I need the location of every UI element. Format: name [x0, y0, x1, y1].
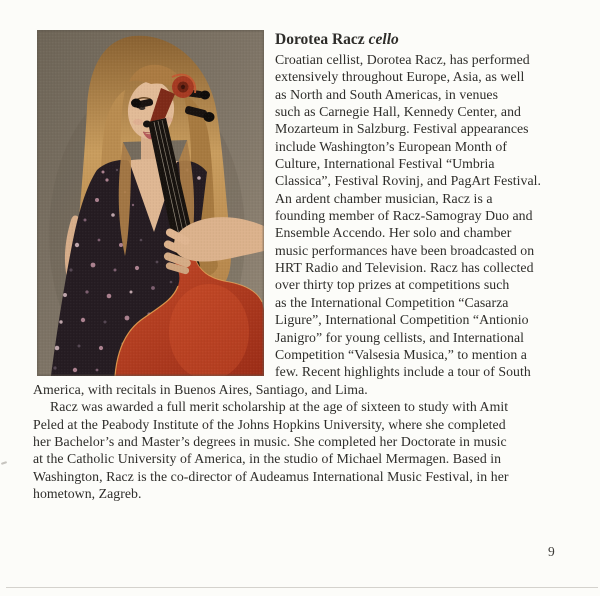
bio-line: Classica”, Festival Rovinj, and PagArt Festival.	[275, 173, 542, 189]
bio-line: An ardent chamber musician, Racz is a	[275, 190, 493, 206]
bio-line: her Bachelor’s and Master’s degrees in music. She completed her Doctorate in music	[33, 434, 507, 450]
bio-line: Competition “Valsesia Musica,” to mention a	[275, 346, 527, 362]
portrait-photo-graphic	[37, 30, 264, 376]
bio-full-text	[33, 381, 509, 502]
bio-line: Washington, Racz is the co-director of Audeamus International Music Festival, in her	[33, 468, 509, 484]
bio-line: Mozarteum in Salzburg. Festival appearances	[275, 121, 529, 137]
bio-line: Ligure”, International Competition “Antionio	[275, 312, 529, 328]
bio-line: extensively throughout Europe, Asia, as well	[275, 69, 525, 85]
bio-line: few. Recent highlights include a tour of South	[275, 364, 531, 380]
scan-artifact-bottom-line	[6, 587, 598, 588]
bio-line: such as Carnegie Hall, Kennedy Center, and	[275, 104, 521, 120]
bio-column	[275, 31, 541, 381]
bio-line: Culture, International Festival “Umbria	[275, 156, 495, 172]
bio-line: Croatian cellist, Dorotea Racz, has performed	[275, 52, 530, 67]
artist-name: Dorotea Racz	[275, 31, 365, 48]
bio-line: Janigro” for young cellists, and International	[275, 329, 525, 345]
scan-artifact-left-mark	[1, 461, 7, 465]
artist-instrument: cello	[368, 31, 399, 48]
bio-line: as the International Competition “Casarza	[275, 294, 509, 310]
bio-line: founding member of Racz-Samogray Duo and	[275, 208, 533, 224]
bio-line: hometown, Zagreb.	[33, 486, 142, 502]
bio-line: include Washington’s European Month of	[275, 138, 507, 154]
bio-line: Racz was awarded a full merit scholarship at the age of sixteen to study with Amit	[50, 399, 509, 415]
bio-line: America, with recitals in Buenos Aires, Santiago, and Lima.	[33, 382, 368, 397]
bio-line: Peled at the Peabody Institute of the Johns Hopkins University, where she completed	[33, 416, 506, 432]
portrait-photo	[37, 30, 264, 376]
bio-line: Ensemble Accendo. Her solo and chamber	[275, 225, 512, 241]
bio-heading	[275, 31, 541, 48]
bio-line: music performances have been broadcasted on	[275, 242, 535, 258]
bio-line: as North and South Americas, in venues	[275, 86, 498, 102]
bio-line: at the Catholic University of America, in the studio of Michael Mermagen. Based in	[33, 451, 502, 467]
page-number: 9	[548, 544, 555, 559]
bio-line: HRT Radio and Television. Racz has collected	[275, 260, 534, 276]
bio-line: over thirty top prizes at competitions such	[275, 277, 510, 293]
